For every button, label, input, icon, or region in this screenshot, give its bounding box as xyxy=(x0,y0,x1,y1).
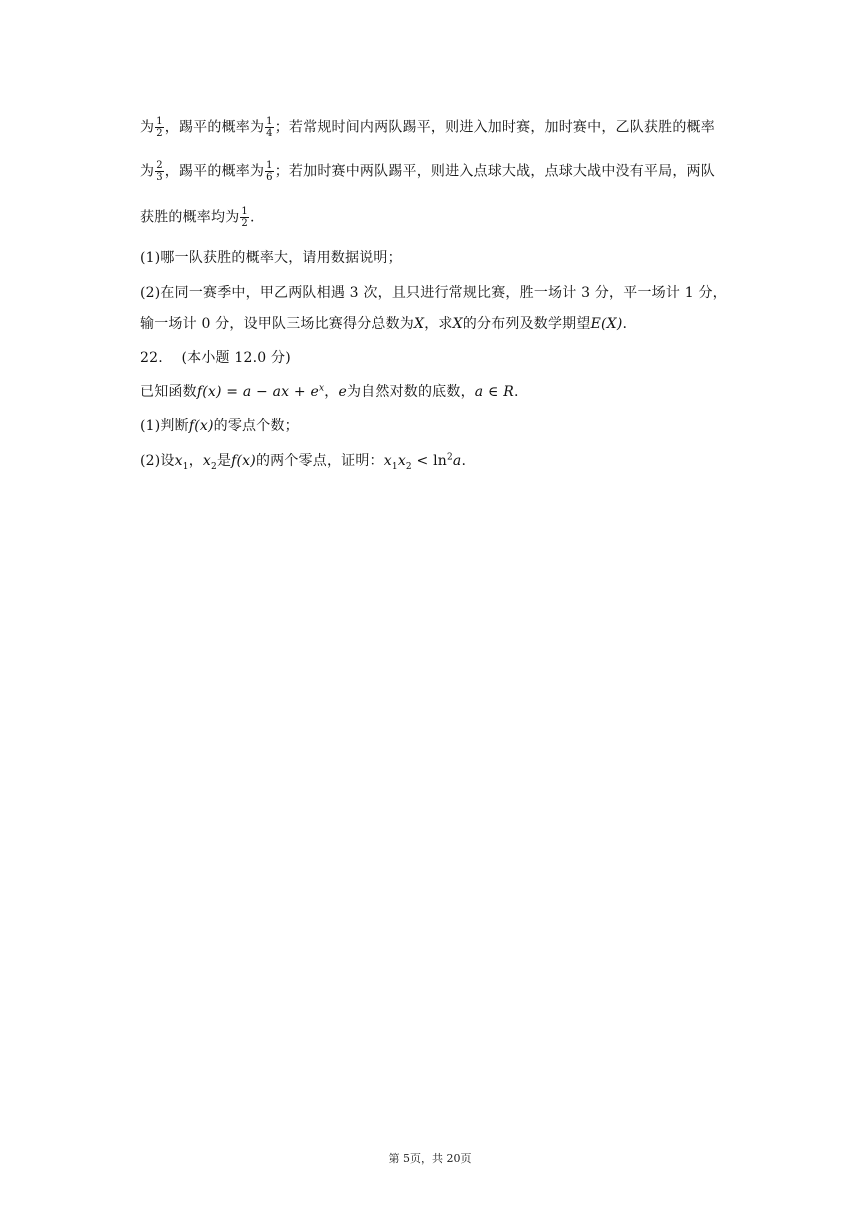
text: 的两个零点，证明： xyxy=(255,453,384,469)
text: ，踢平的概率为 xyxy=(164,119,265,136)
text-line-5: (2)在同一赛季中，甲乙两队相遇 3 次，且只进行常规比赛，胜一场计 3 分，平一场计 1 分， xyxy=(140,285,727,301)
text: ；若常规时间内两队踢平，则进入加时赛，加时赛中，乙队获胜的概率 xyxy=(274,119,715,136)
math-subscript: 1 xyxy=(391,461,398,472)
math-variable: a xyxy=(452,453,462,469)
math-expression: E(X) xyxy=(590,316,623,332)
math-expression: a ∈ R xyxy=(474,384,514,400)
text: ，踢平的概率为 xyxy=(164,163,265,180)
text: . xyxy=(461,453,467,469)
fraction xyxy=(265,116,274,139)
fraction xyxy=(265,160,274,183)
math-variable: X xyxy=(414,316,425,332)
fraction-numerator: 1 xyxy=(266,160,273,171)
math-operator: < ln xyxy=(411,453,447,469)
math-variable: x xyxy=(202,453,211,469)
math-expression: f(x) xyxy=(231,453,256,469)
fraction xyxy=(155,160,164,183)
text-line-1 xyxy=(140,116,750,139)
text: 为 xyxy=(140,163,155,180)
math-superscript: 2 xyxy=(446,452,453,463)
math-subscript: 2 xyxy=(405,461,412,472)
math-variable: X xyxy=(452,316,463,332)
text: . xyxy=(513,384,519,400)
text: . xyxy=(249,209,255,226)
math-subscript: 1 xyxy=(182,461,189,472)
fraction-denominator: 4 xyxy=(266,128,273,139)
fraction-numerator: 1 xyxy=(266,116,273,127)
text-line-3 xyxy=(140,206,750,229)
text: 获胜的概率均为 xyxy=(140,209,240,226)
text-line-2 xyxy=(140,160,750,183)
fraction xyxy=(155,116,164,139)
text: ，求 xyxy=(424,316,453,332)
text: 的零点个数； xyxy=(213,418,299,434)
question-header: 22. (本小题 12.0 分) xyxy=(140,350,291,366)
fraction-denominator: 3 xyxy=(156,172,163,183)
text: 的分布列及数学期望 xyxy=(462,316,591,332)
math-superscript: x xyxy=(318,383,325,394)
math-variable: x xyxy=(397,453,406,469)
math-expression: f(x) = a − ax + e xyxy=(196,384,319,400)
math-variable: e xyxy=(338,384,347,400)
math-expression: f(x) xyxy=(188,418,214,434)
fraction-denominator: 2 xyxy=(241,218,248,229)
math-subscript: 2 xyxy=(211,461,217,472)
text-line-4: (1)哪一队获胜的概率大，请用数据说明； xyxy=(140,250,402,266)
fraction-numerator: 1 xyxy=(156,116,163,127)
text: 为 xyxy=(140,119,155,136)
text: (1)判断 xyxy=(140,418,189,434)
fraction-denominator: 2 xyxy=(156,128,163,139)
fraction-numerator: 1 xyxy=(241,206,248,217)
text-line-6 xyxy=(140,314,750,334)
text: ， xyxy=(324,384,339,400)
text: 输一场计 0 分，设甲队三场比赛得分总数为 xyxy=(140,316,415,332)
page-footer: 第 5页，共 20页 xyxy=(388,1152,472,1165)
text: (2)设 xyxy=(140,453,175,469)
text-line-8 xyxy=(140,382,750,402)
text-line-10 xyxy=(140,451,750,471)
fraction-denominator: 6 xyxy=(266,172,273,183)
text: . xyxy=(622,316,628,332)
math-variable: x xyxy=(174,453,183,469)
text-line-9 xyxy=(140,416,750,436)
fraction xyxy=(240,206,249,229)
text: ， xyxy=(188,453,203,469)
fraction-numerator: 2 xyxy=(156,160,163,171)
text: 是 xyxy=(216,453,232,469)
text: 为自然对数的底数， xyxy=(346,384,475,400)
text: 已知函数 xyxy=(140,384,197,400)
math-variable: x xyxy=(383,453,392,469)
text: ；若加时赛中两队踢平，则进入点球大战，点球大战中没有平局，两队 xyxy=(274,163,715,180)
